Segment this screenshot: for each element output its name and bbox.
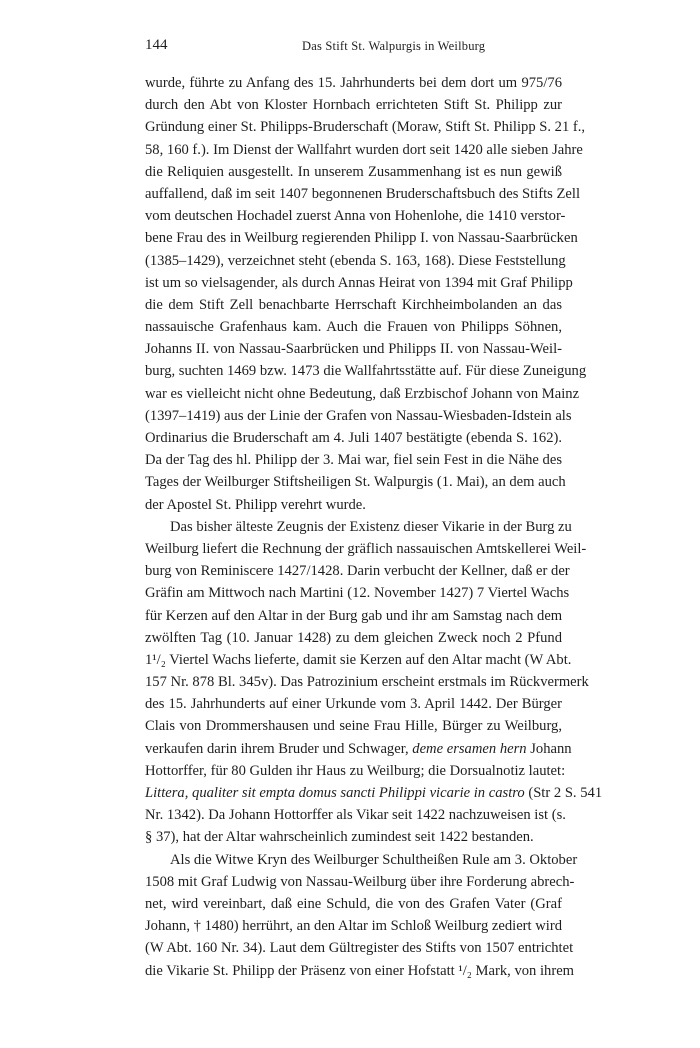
running-header	[145, 37, 562, 57]
text-line: auffallend, daß im seit 1407 begonnenen Bruderschaftsbuch des Stifts Zell	[145, 185, 581, 202]
text-line: durch den Abt von Kloster Hornbach errichteten Stift St. Philipp zur	[145, 97, 562, 114]
paragraph-start-line: Das bisher älteste Zeugnis der Existenz dieser Vikarie in der Burg zu	[170, 518, 572, 535]
body-text	[145, 72, 603, 982]
text-line	[145, 782, 603, 804]
text-line: die dem Stift Zell benachbarte Herrschaft Kirchheimbolanden an das	[145, 296, 562, 313]
text-line: 58, 160 f.). Im Dienst der Wallfahrt wurden dort seit 1420 alle sieben Jahre	[145, 141, 583, 158]
text-line: Hottorffer, für 80 Gulden ihr Haus zu Weilburg; die Dorsualnotiz lautet:	[145, 762, 566, 779]
text-line: die Reliquien ausgestellt. In unserem Zusammenhang ist es nun gewiß	[145, 163, 562, 180]
italic-quote: Littera, qualiter sit empta domus sancti Philippi vicarie in castro	[145, 785, 525, 801]
text-line: net, wird vereinbart, daß eine Schuld, die von des Grafen Vater (Graf	[145, 895, 562, 912]
text-line: Clais von Drommershausen und seine Frau Hille, Bürger zu Weilburg,	[145, 718, 562, 735]
paragraph-start-line: Als die Witwe Kryn des Weilburger Schultheißen Rule am 3. Oktober	[170, 851, 578, 868]
text-segment: Johann	[526, 740, 572, 757]
text-line: (W Abt. 160 Nr. 34). Laut dem Gültregister des Stifts von 1507 entrichtet	[145, 940, 574, 957]
text-line: burg, suchten 1469 bzw. 1473 die Wallfahrtsstätte auf. Für diese Zuneigung	[145, 363, 587, 380]
text-line: war es vielleicht nicht ohne Bedeutung, daß Erzbischof Johann von Mainz	[145, 385, 580, 402]
text-line: Johann, † 1480) herrührt, an den Altar im Schloß Weilburg zediert wird	[145, 918, 562, 935]
text-line: Gründung einer St. Philipps-Bruderschaft (Moraw, Stift St. Philipp S. 21 f.,	[145, 119, 586, 136]
text-line: ist um so vielsagender, als durch Annas Heirat von 1394 mit Graf Philipp	[145, 274, 573, 291]
text-line: vom deutschen Hochadel zuerst Anna von Hohenlohe, die 1410 verstor-	[145, 208, 566, 225]
text-line: nassauische Grafenhaus kam. Auch die Frauen von Philipps Söhnen,	[145, 319, 562, 336]
text-line: Weilburg liefert die Rechnung der gräflich nassauischen Amtskellerei Weil-	[145, 540, 587, 557]
text-line: zwölften Tag (10. Januar 1428) zu dem gleichen Zweck noch 2 Pfund	[145, 629, 562, 646]
text-line: 1¹/₂ Viertel Wachs lieferte, damit sie Kerzen auf den Altar macht (W Abt.	[145, 651, 572, 668]
text-line: burg von Reminiscere 1427/1428. Darin verbucht der Kellner, daß er der	[145, 563, 570, 580]
text-line: Johanns II. von Nassau-Saarbrücken und Philipps II. von Nassau-Weil-	[145, 341, 562, 358]
paragraph-end-line: der Apostel St. Philipp verehrt wurde.	[145, 496, 366, 513]
text-line: Da der Tag des hl. Philipp der 3. Mai war, fiel sein Fest in die Nähe des	[145, 452, 562, 469]
text-line: Gräfin am Mittwoch nach Martini (12. November 1427) 7 Viertel Wachs	[145, 585, 570, 602]
paragraph-end-line: § 37), hat der Altar wahrscheinlich zumindest seit 1422 bestanden.	[145, 829, 534, 846]
text-line: Tages der Weilburger Stiftsheiligen St. Walpurgis (1. Mai), an dem auch	[145, 474, 566, 491]
running-title: Das Stift St. Walpurgis in Weilburg	[302, 39, 486, 53]
page-number: 144	[145, 37, 168, 53]
text-line	[145, 738, 572, 760]
text-line: Nr. 1342). Da Johann Hottorffer als Vikar seit 1422 nachzuweisen ist (s.	[145, 807, 566, 824]
text-line: wurde, führte zu Anfang des 15. Jahrhunderts bei dem dort um 975/76	[145, 75, 562, 91]
text-line: die Vikarie St. Philipp der Präsenz von einer Hofstatt ¹/₂ Mark, von ihrem	[145, 962, 575, 979]
text-line: (1385–1429), verzeichnet steht (ebenda S. 163, 168). Diese Feststellung	[145, 252, 566, 269]
text-line: Ordinarius die Bruderschaft am 4. Juli 1407 bestätigte (ebenda S. 162).	[145, 430, 562, 446]
text-line: für Kerzen auf den Altar in der Burg gab und ihr am Samstag nach dem	[145, 607, 563, 624]
italic-quote: deme ersamen hern	[412, 740, 527, 757]
text-line: 157 Nr. 878 Bl. 345v). Das Patrozinium erscheint erstmals im Rückvermerk	[145, 674, 589, 691]
text-line: 1508 mit Graf Ludwig von Nassau-Weilburg über ihre Forderung abrech-	[145, 873, 575, 890]
text-line: (1397–1419) aus der Linie der Grafen von Nassau-Wiesbaden-Idstein als	[145, 407, 572, 424]
text-line: des 15. Jahrhunderts auf einer Urkunde vom 3. April 1442. Der Bürger	[145, 696, 562, 713]
text-segment: (Str 2 S. 541	[524, 785, 603, 801]
text-segment: verkaufen darin ihrem Bruder und Schwager,	[145, 740, 413, 757]
text-line: bene Frau des in Weilburg regierenden Philipp I. von Nassau-Saarbrücken	[145, 230, 578, 247]
